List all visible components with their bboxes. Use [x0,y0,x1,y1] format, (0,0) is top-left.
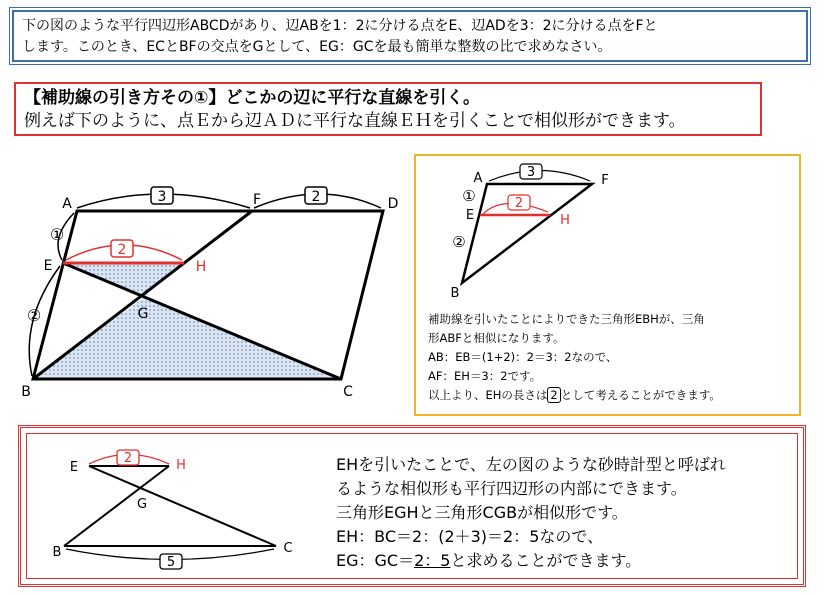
concl-line-2: るような相似形も平行四辺形の内部にできます。 [336,479,687,498]
hg-label-E: E [69,460,79,475]
label-G: G [137,306,149,322]
hourglass-figure [53,450,293,570]
hg-label-H: H [176,458,186,473]
label-E: E [43,258,53,274]
problem-line-2: します。このとき、ECとBFの交点をGとして、EG：GCを最も簡単な整数の比で求めなさい。 [22,39,612,55]
hint-body: 例えば下のように、点Ｅから辺ＡＤに平行な直線ＥＨを引くことで相似形ができます。 [24,111,686,131]
explanation-text [428,310,798,405]
expl-line-1: 補助線を引いたことによりできた三角形EBHが、三角 [428,312,705,326]
hint-title: 【補助線の引き方その①】どこかの辺に平行な直線を引く。 [24,88,481,108]
expl-line-3: AB：EB＝(1+2)：2＝3：2なので、 [428,350,618,364]
small-seg-EB: ② [452,233,466,251]
expl-line-2: 形ABFと相似になります。 [428,331,565,345]
small-seg-EH: 2 [514,196,524,211]
main-figure [21,187,398,400]
expl-line-4: AF：EH＝3：2です。 [428,369,542,383]
expl-boxed-number: 2 [547,387,560,403]
expl-line-5: 以上より、EHの長さは 2 として考えることができます。 [428,388,721,402]
shaded-triangle-BGC [33,298,341,379]
shaded-triangle-EGH [63,263,184,298]
main-seg-FD: 2 [311,189,321,205]
label-D: D [387,196,399,212]
concl-line-3: 三角形EGHと三角形CGBが相似形です。 [336,503,628,522]
small-label-A: A [473,171,483,186]
hg-label-B: B [52,545,62,560]
label-H: H [195,259,207,275]
label-B: B [21,384,31,400]
answer-ratio: 2：5 [414,551,451,570]
label-C: C [343,384,353,400]
small-label-F: F [601,173,609,188]
small-seg-AF: 3 [526,165,536,180]
main-seg-AF: 3 [157,189,167,205]
hg-label-G: G [136,497,148,512]
hg-label-C: C [283,541,293,556]
concl-line-4: EH：BC＝2：(2＋3)＝2：5なので、 [336,527,604,546]
main-seg-EH: 2 [117,242,127,258]
main-seg-AE: ① [49,225,65,244]
hg-seg-BC: 5 [166,555,176,570]
small-seg-AE: ① [462,187,476,205]
concl-line-5: EG：GC＝2：5と求めることができます。 [336,551,642,570]
small-label-B: B [450,286,460,301]
hg-seg-EH: 2 [123,451,133,466]
conclusion-text [336,453,806,573]
small-triangle-figure [451,164,609,301]
label-F: F [252,192,262,208]
small-label-H: H [560,213,570,228]
main-seg-EB: ② [26,306,42,325]
problem-line-1: 下の図のような平行四辺形ABCDがあり、辺ABを1：2に分ける点をE、辺ADを3：2に分ける点をFと [22,18,658,34]
label-A: A [62,196,72,212]
concl-line-1: EHを引いたことで、左の図のような砂時計型と呼ばれ [336,455,726,474]
small-label-E: E [465,208,475,223]
